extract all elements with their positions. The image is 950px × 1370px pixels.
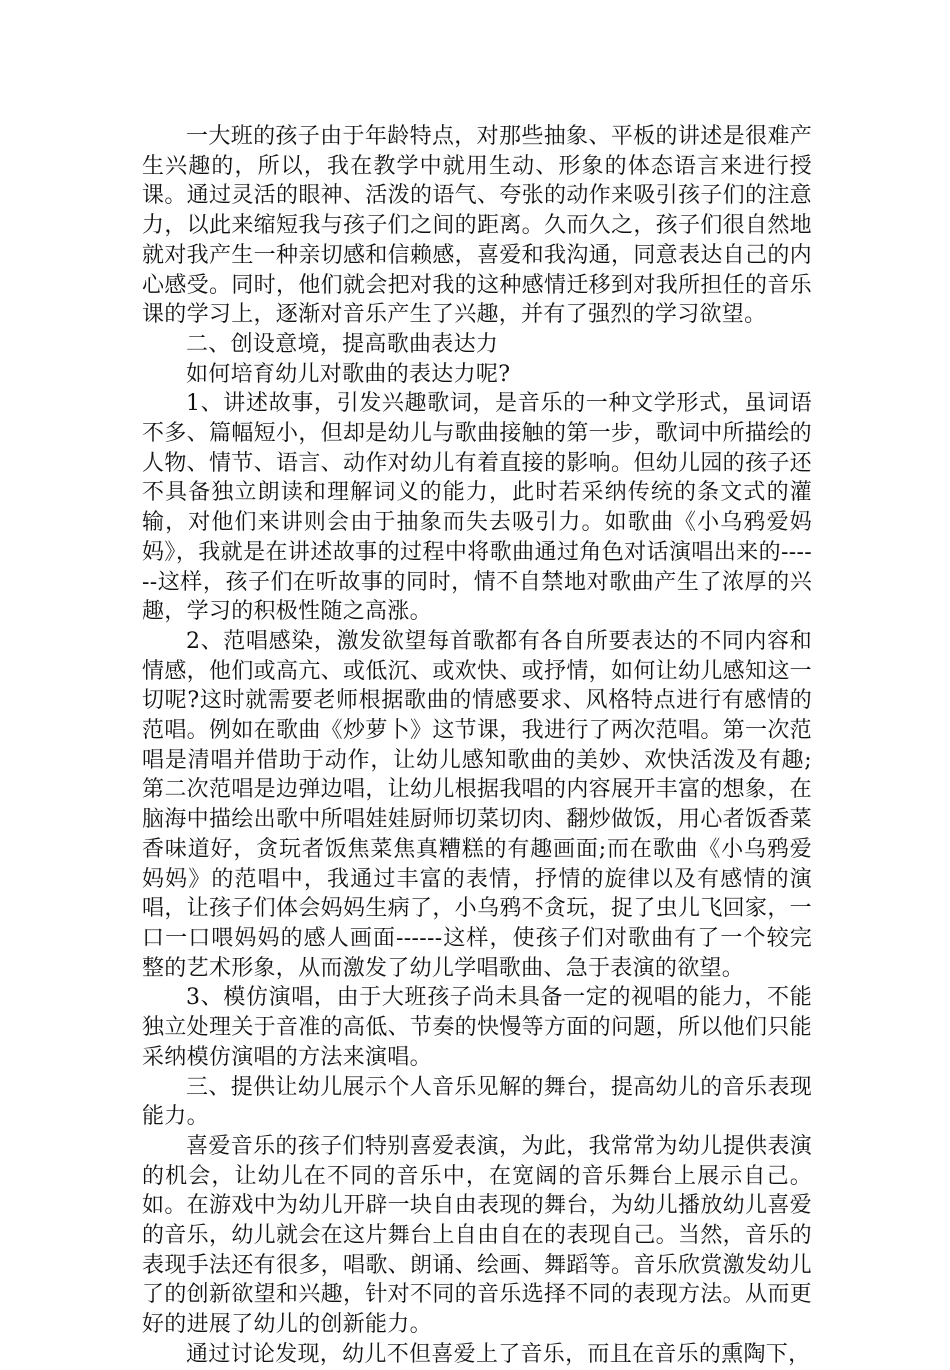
paragraph-item-2: 2、范唱感染，激发欲望每首歌都有各自所要表达的不同内容和情感，他们或高亢、或低沉、或欢快、或抒情，如何让幼儿感知这一切呢?这时就需要老师根据歌曲的情感要求、风格特点进行有感情的范唱。例如在歌曲《炒萝卜》这节课，我进行了两次范唱。第一次范唱是清唱并借助于动作，让幼儿感知歌曲的美妙、欢快活泼及有趣;第二次范唱是边弹边唱，让幼儿根据我唱的内容展开丰富的想象，在脑海中描绘出歌中所唱娃娃厨师切菜切肉、翻炒做饭，用心者饭香菜香味道好，贪玩者饭焦菜焦真糟糕的有趣画面;而在歌曲《小乌鸦爱妈妈》的范唱中，我通过丰富的表情，抒情的旋律以及有感情的演唱，让孩子们体会妈妈生病了，小乌鸦不贪玩，捉了虫儿飞回家，一口一口喂妈妈的感人画面------这样，使孩子们对歌曲有了一个较完整的艺术形象，从而激发了幼儿学唱歌曲、急于表演的欲望。 (142, 628, 812, 981)
section-heading-2: 二、创设意境，提高歌曲表达力 (186, 331, 499, 357)
paragraph-performance: 喜爱音乐的孩子们特别喜爱表演，为此，我常常为幼儿提供表演的机会，让幼儿在不同的音乐中，在宽阔的音乐舞台上展示自己。如。在游戏中为幼儿开辟一块自由表现的舞台，为幼儿播放幼儿喜爱的音乐，幼儿就会在这片舞台上自由自在的表现自己。当然，音乐的表现手法还有很多，唱歌、朗诵、绘画、舞蹈等。音乐欣赏激发幼儿了的创新欲望和兴趣，针对不同的音乐选择不同的表现方法。从而更好的进展了幼儿的创新能力。 (142, 1133, 812, 1338)
paragraph-item-1: 1、讲述故事，引发兴趣歌词，是音乐的一种文学形式，虽词语不多、篇幅短小，但却是幼儿与歌曲接触的第一步，歌词中所描绘的人物、情节、语言、动作对幼儿有着直接的影响。但幼儿园的孩子还不具备独立朗读和理解词义的能力，此时若采纳传统的条文式的灌输，对他们来讲则会由于抽象而失去吸引力。如歌曲《小乌鸦爱妈妈》，我就是在讲述故事的过程中将歌曲通过角色对话演唱出来的------这样，孩子们在听故事的同时，情不自禁地对歌曲产生了浓厚的兴趣，学习的积极性随之高涨。 (142, 391, 812, 625)
section-question: 如何培育幼儿对歌曲的表达力呢? (186, 361, 511, 387)
paragraph-item-3: 3、模仿演唱，由于大班孩子尚未具备一定的视唱的能力，不能独立处理关于音准的高低、节奏的快慢等方面的问题，所以他们只能采纳模仿演唱的方法来演唱。 (142, 985, 812, 1070)
section-heading-3: 三、提供让幼儿展示个人音乐见解的舞台，提高幼儿的音乐表现能力。 (142, 1074, 812, 1130)
paragraph-conclusion: 通过讨论发现，幼儿不但喜爱上了音乐，而且在音乐的熏陶下， (186, 1341, 811, 1367)
paragraph-intro: 一大班的孩子由于年龄特点，对那些抽象、平板的讲述是很难产生兴趣的，所以，我在教学中就用生动、形象的体态语言来进行授课。通过灵活的眼神、活泼的语气、夸张的动作来吸引孩子们的注意力，以此来缩短我与孩子们之间的距离。久而久之，孩子们很自然地就对我产生一种亲切感和信赖感，喜爱和我沟通，同意表达自己的内心感受。同时，他们就会把对我的这种感情迁移到对我所担任的音乐课的学习上，逐渐对音乐产生了兴趣，并有了强烈的学习欲望。 (142, 124, 812, 328)
document-page (142, 122, 812, 1370)
